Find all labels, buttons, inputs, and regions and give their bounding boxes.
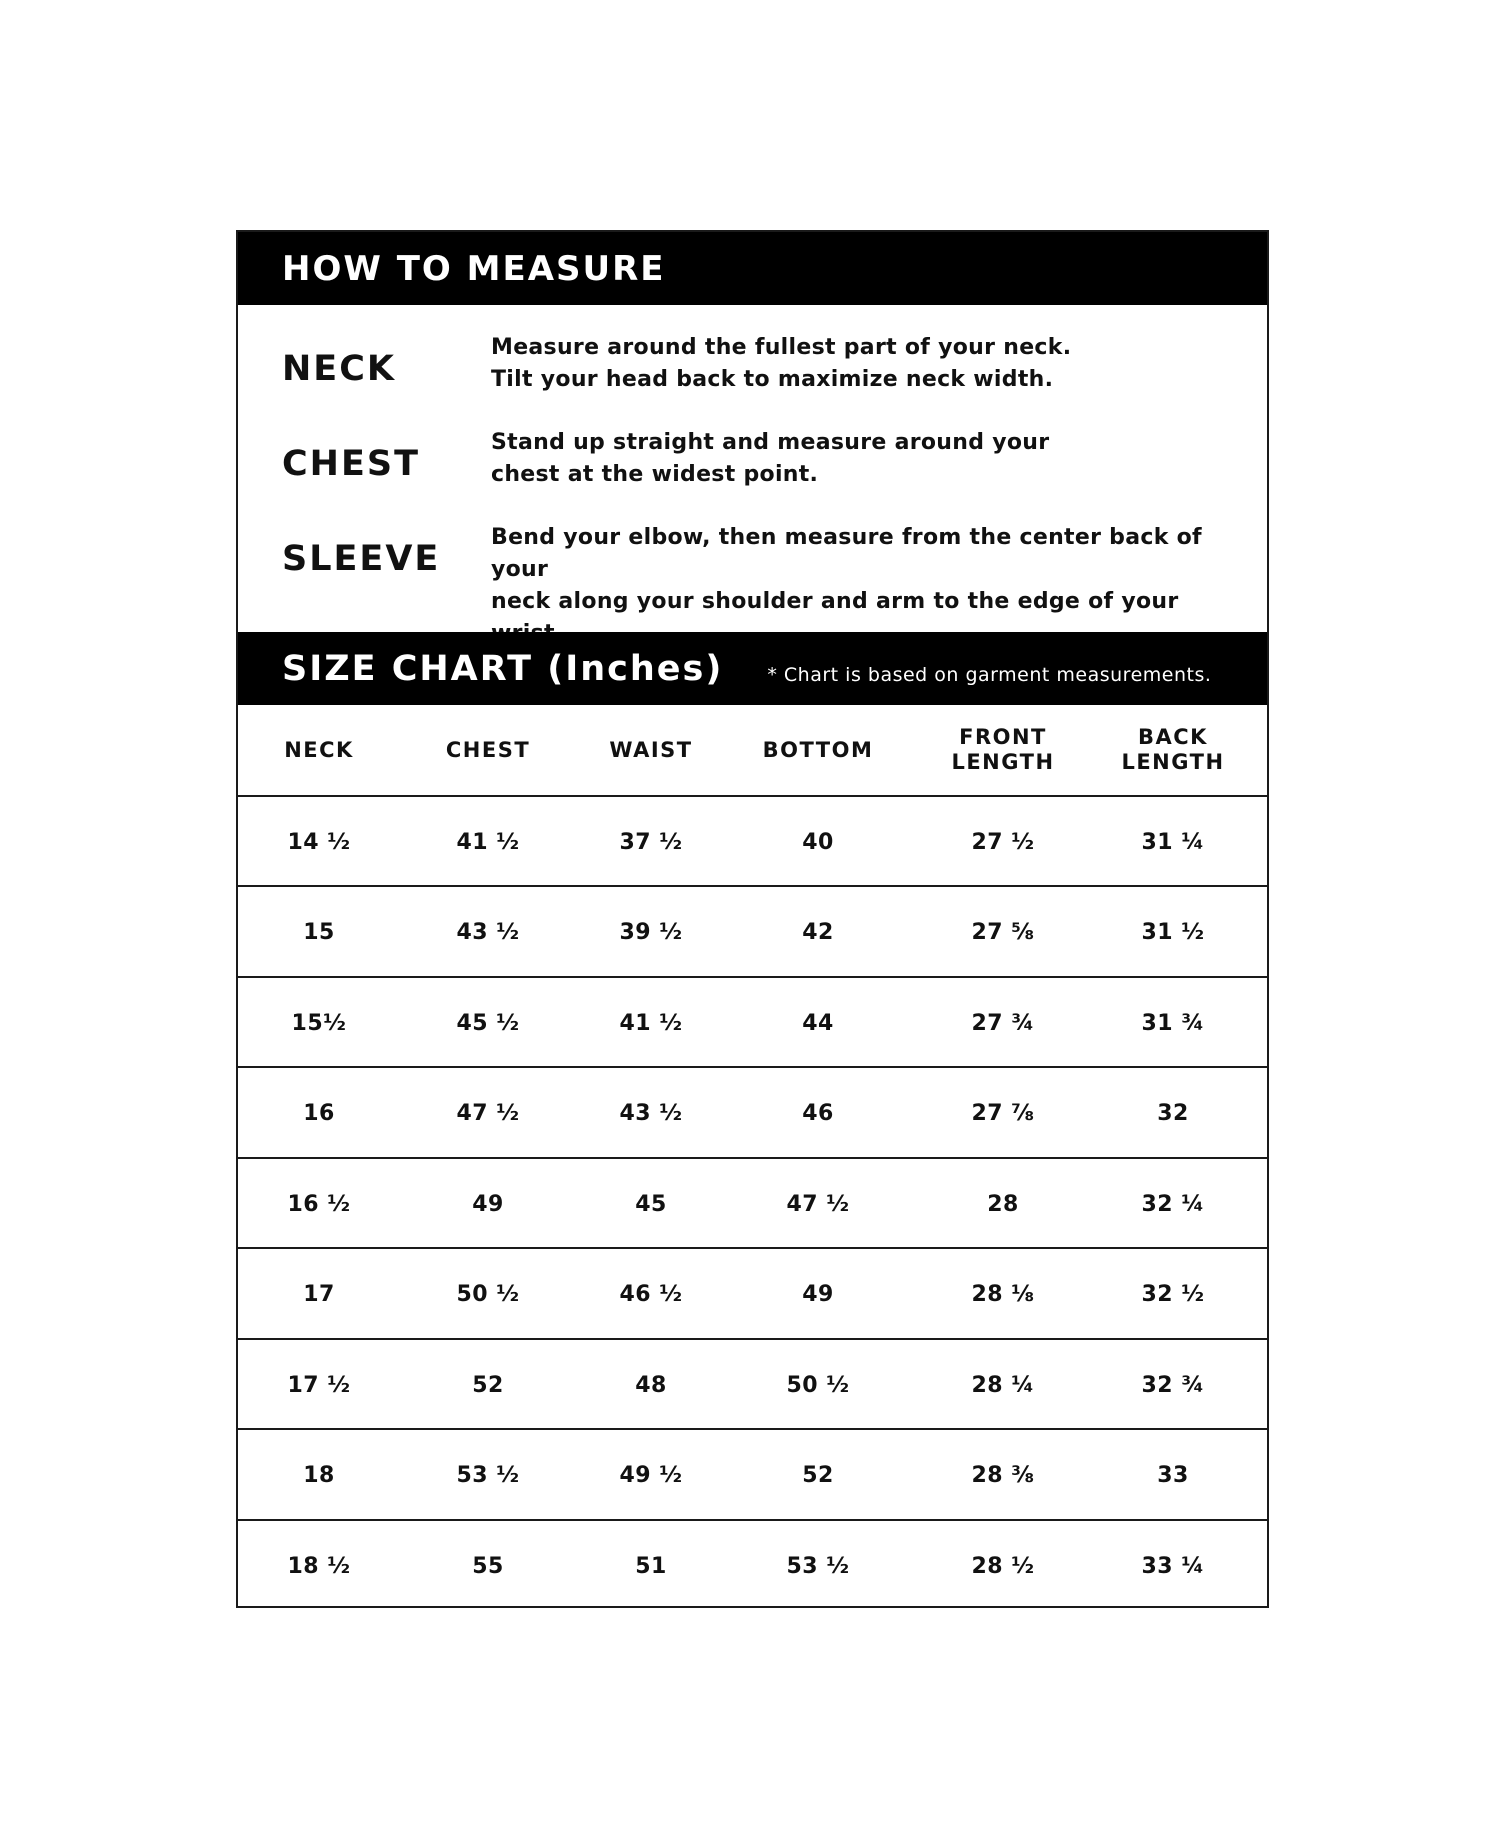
column-header-chest: CHEST [445, 737, 531, 762]
cell-front-length: 27 ¾ [971, 1010, 1035, 1036]
cell-neck: 15½ [291, 1010, 347, 1036]
cell-neck: 14 ½ [287, 829, 351, 855]
table-row [238, 888, 1267, 978]
size-chart-note: * Chart is based on garment measurements. [767, 663, 1212, 686]
size-chart-title: SIZE CHART (Inches) [282, 648, 724, 689]
cell-neck: 16 ½ [287, 1191, 351, 1217]
table-row [238, 1521, 1267, 1611]
cell-neck: 18 [303, 1463, 335, 1488]
table-row [238, 1250, 1267, 1340]
cell-back-length: 31 ½ [1141, 920, 1205, 945]
how-to-measure-title: HOW TO MEASURE [282, 248, 666, 289]
cell-waist: 43 ½ [619, 1101, 683, 1126]
cell-bottom: 46 [802, 1101, 834, 1126]
cell-waist: 41 ½ [619, 1010, 683, 1036]
cell-bottom: 40 [802, 829, 834, 855]
cell-chest: 50 ½ [456, 1282, 520, 1307]
cell-neck: 18 ½ [287, 1553, 351, 1579]
cell-front-length: 28 ½ [971, 1553, 1035, 1579]
cell-chest: 49 [472, 1191, 504, 1217]
cell-chest: 47 ½ [456, 1101, 520, 1126]
cell-back-length: 31 ¼ [1141, 829, 1205, 855]
measure-instructions [491, 427, 1251, 491]
measure-label: SLEEVE [282, 539, 441, 579]
instruction-line: Tilt your head back to maximize neck width. [491, 367, 1054, 392]
instruction-line: Bend your elbow, then measure from the center back of your [491, 525, 1202, 582]
table-row [238, 1431, 1267, 1521]
cell-waist: 48 [635, 1372, 667, 1398]
table-row [238, 1159, 1267, 1249]
cell-waist: 37 ½ [619, 829, 683, 855]
cell-chest: 53 ½ [456, 1463, 520, 1488]
table-row [238, 1340, 1267, 1430]
cell-back-length: 32 ¾ [1141, 1372, 1205, 1398]
cell-front-length: 27 ⅞ [971, 1101, 1035, 1126]
size-guide-panel [236, 230, 1269, 1608]
cell-chest: 55 [472, 1553, 504, 1579]
instruction-line: neck along your shoulder and arm to the edge of your [491, 589, 1179, 614]
cell-neck: 15 [303, 920, 335, 945]
measure-label: CHEST [282, 444, 420, 484]
column-header-neck: NECK [284, 737, 354, 762]
cell-back-length: 33 ¼ [1141, 1553, 1205, 1579]
table-row [238, 978, 1267, 1068]
cell-bottom: 53 ½ [786, 1553, 850, 1579]
cell-back-length: 31 ¾ [1141, 1010, 1205, 1036]
cell-chest: 52 [472, 1372, 504, 1398]
cell-front-length: 27 ⅝ [971, 920, 1035, 945]
cell-front-length: 28 ⅛ [971, 1282, 1035, 1307]
cell-back-length: 32 ½ [1141, 1282, 1205, 1307]
column-header-back-length: BACK LENGTH [1121, 725, 1225, 774]
instruction-line: Stand up straight and measure around your [491, 430, 1050, 455]
cell-bottom: 49 [802, 1282, 834, 1307]
cell-bottom: 47 ½ [786, 1191, 850, 1217]
cell-chest: 45 ½ [456, 1010, 520, 1036]
size-table-header [238, 705, 1267, 797]
size-chart-header [238, 632, 1267, 705]
cell-chest: 43 ½ [456, 920, 520, 945]
column-header-waist: WAIST [609, 737, 693, 762]
cell-back-length: 33 [1157, 1463, 1189, 1488]
cell-neck: 17 [303, 1282, 335, 1307]
cell-waist: 49 ½ [619, 1463, 683, 1488]
cell-bottom: 42 [802, 920, 834, 945]
cell-back-length: 32 [1157, 1101, 1189, 1126]
measure-instructions [491, 332, 1251, 396]
cell-front-length: 28 ⅜ [971, 1463, 1035, 1488]
cell-waist: 46 ½ [619, 1282, 683, 1307]
instruction-line: chest at the widest point. [491, 462, 819, 487]
cell-waist: 39 ½ [619, 920, 683, 945]
cell-neck: 17 ½ [287, 1372, 351, 1398]
table-row [238, 797, 1267, 887]
how-to-measure-header [238, 232, 1267, 305]
cell-waist: 45 [635, 1191, 667, 1217]
cell-bottom: 52 [802, 1463, 834, 1488]
measure-instructions [491, 522, 1251, 650]
cell-front-length: 28 [987, 1191, 1019, 1217]
cell-bottom: 44 [802, 1010, 834, 1036]
cell-waist: 51 [635, 1553, 667, 1579]
cell-bottom: 50 ½ [786, 1372, 850, 1398]
cell-front-length: 27 ½ [971, 829, 1035, 855]
table-row [238, 1069, 1267, 1159]
cell-front-length: 28 ¼ [971, 1372, 1035, 1398]
cell-chest: 41 ½ [456, 829, 520, 855]
column-header-front-length: FRONT LENGTH [951, 725, 1055, 774]
cell-neck: 16 [303, 1101, 335, 1126]
measure-label: NECK [282, 349, 397, 389]
column-header-bottom: BOTTOM [762, 737, 874, 762]
instruction-line: Measure around the fullest part of your neck. [491, 335, 1072, 360]
cell-back-length: 32 ¼ [1141, 1191, 1205, 1217]
